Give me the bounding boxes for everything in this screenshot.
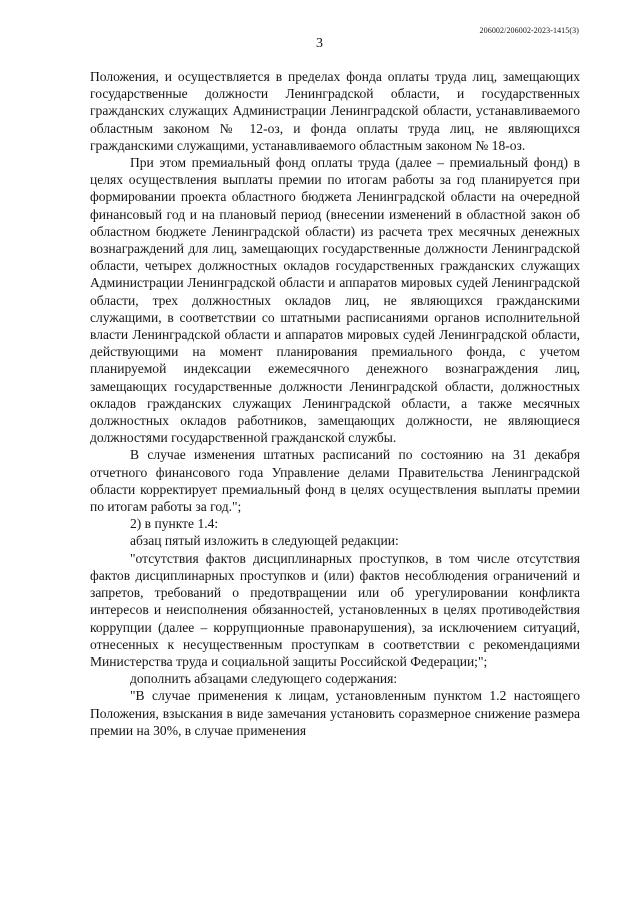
- paragraph-penalty: "В случае применения к лицам, установленным пунктом 1.2 настоящего Положения, взыскания в виде замечания установить соразмерное снижение размера премии на 30%, в случае применения: [90, 688, 580, 738]
- paragraph-fifth-abzac: абзац пятый изложить в следующей редакции:: [130, 533, 399, 549]
- paragraph-premium-fund: При этом премиальный фонд оплаты труда (далее – премиальный фонд) в целях осуществления выплаты премии по итогам работы за год планируется при формировании проекта областного бюджета Ленинградской области на очередной финансовый год и на плановый период (внесении изменений в областной закон об областном бюджете Ленинградской области) из расчета трех месячных денежных вознаграждений для лиц, замещающих государственные должности Ленинградской области, четырех должностных окладов государственных гражданских служащих Администрации Ленинградской области и аппаратов мировых судей Ленинградской области, трех должностных окладов лиц, не являющихся гражданскими служащими, в соответствии со штатными расписаниями органов исполнительной власти Ленинградской области и аппаратов мировых судей Ленинградской области, действующими на момент планирования премиального фонда, с учетом планируемой индексации ежемесячного денежного вознаграждения лиц, замещающих государственные должности Ленинградской области, должностных окладов гражданских служащих Ленинградской области, а также месячных должностных окладов работников, замещающих должности, не являющиеся должностями государственной гражданской службы.: [90, 155, 580, 446]
- paragraph-continuation: Положения, и осуществляется в пределах фонда оплаты труда лиц, замещающих государственные должности Ленинградской области, и государственных гражданских служащих Администрации Ленинградской области, устанавливаемого областным законом № 12-оз, и фонда оплаты труда лиц, не являющихся гражданскими служащими, устанавливаемого областным законом № 18-оз.: [90, 69, 580, 153]
- paragraph-add-abzacs: дополнить абзацами следующего содержания:: [130, 671, 398, 687]
- paragraph-disciplinary: "отсутствия фактов дисциплинарных проступков, в том числе отсутствия фактов дисциплинарных проступков и (или) фактов несоблюдения ограничений и запретов, требований о предотвращении или об урегулировании конфликта интересов и неисполнения обязанностей, установленных в целях противодействия коррупции (далее – коррупционные правонарушения), за исключением ситуаций, отнесенных к несущественным проступкам в соответствии с рекомендациями Министерства труда и социальной защиты Российской Федерации;";: [90, 550, 580, 669]
- document-number: 206002/206002-2023-1415(3): [479, 26, 579, 35]
- document-body: [90, 68, 580, 739]
- paragraph-staffing-change: В случае изменения штатных расписаний по состоянию на 31 декабря отчетного финансового года Управление делами Правительства Ленинградской области корректирует премиальный фонд в целях осуществления выплаты премии по итогам работы за год.";: [90, 447, 580, 515]
- paragraph-item-2: 2) в пункте 1.4:: [130, 516, 219, 532]
- page-number: 3: [316, 36, 323, 51]
